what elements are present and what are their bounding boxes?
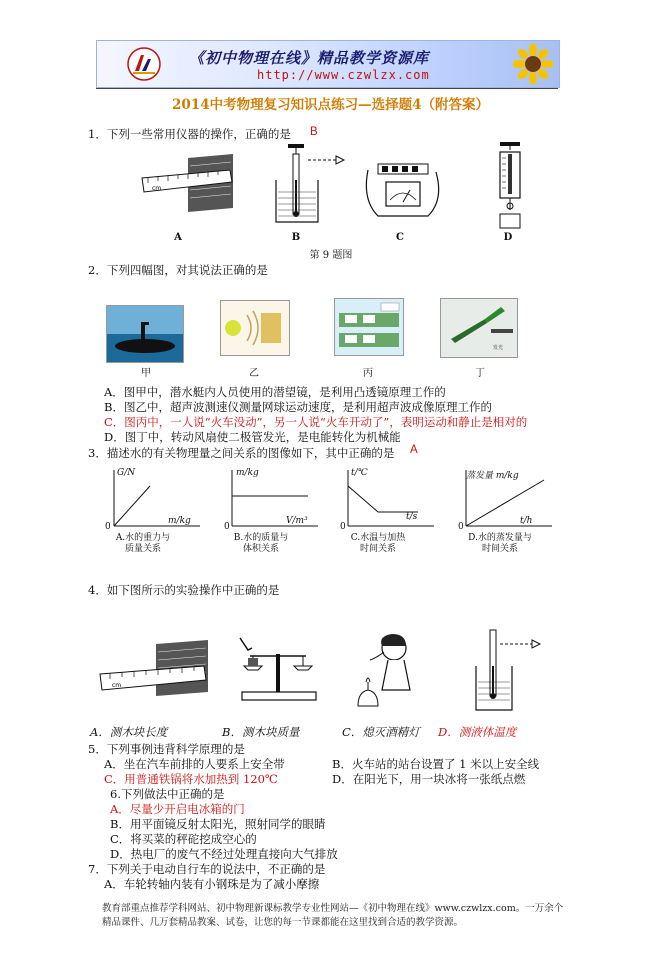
q3-graph-a-ylabel: G/N bbox=[117, 468, 136, 478]
question-1-answer: B bbox=[310, 126, 318, 138]
q3-graph-b-xlabel: V/m³ bbox=[286, 516, 308, 526]
question-3-text: 3．描述水的有关物理量之间关系的图像如下，其中正确的是 bbox=[88, 446, 395, 460]
q3-graph-c-caption-2: 时间关系 bbox=[359, 544, 396, 554]
q1-label-d: D bbox=[503, 232, 513, 243]
q5-option-d: D．在阳光下，用一块冰将一张纸点燃 bbox=[332, 772, 526, 786]
q2-option-a: A．图甲中，潜水艇内人员使用的潜望镜，是利用凸透镜原理工作的 bbox=[104, 385, 446, 399]
q2-photo-label-1: 甲 bbox=[141, 368, 151, 379]
q3-graph-b-caption-2: 体积关系 bbox=[242, 544, 279, 554]
question-4-text: 4．如下图所示的实验操作中正确的是 bbox=[88, 583, 280, 597]
question-3-answer: A bbox=[410, 444, 418, 456]
svg-text:cm: cm bbox=[152, 185, 162, 192]
q2-photo-label-4: 丁 bbox=[475, 368, 485, 379]
q3-graph-b-caption-1: B.水的质量与 bbox=[233, 533, 289, 543]
q1-ruler-block-figure bbox=[138, 148, 238, 228]
page-footer bbox=[102, 902, 572, 930]
q4-option-c: C．熄灭酒精灯 bbox=[342, 725, 420, 739]
q1-label-b: B bbox=[291, 232, 301, 243]
q3-graph-c-caption-1: C.水温与加热 bbox=[350, 533, 406, 543]
q2-photo-trains bbox=[334, 298, 404, 356]
q6-option-a: A．尽量少开启电冰箱的门 bbox=[110, 802, 245, 816]
svg-text:发光: 发光 bbox=[493, 345, 504, 351]
q4-option-a: A．测木块长度 bbox=[90, 725, 168, 739]
question-1 bbox=[88, 126, 291, 142]
q1-thermometer-beaker-figure bbox=[266, 140, 348, 230]
q3-graph-d-ylabel: 蒸发量 m/kg bbox=[466, 471, 519, 481]
question-7-text: 7．下列关于电动自行车的说法中，不正确的是 bbox=[88, 862, 326, 876]
q4-balance-figure bbox=[236, 634, 322, 704]
q4-thermometer-figure bbox=[470, 626, 550, 712]
site-logo-icon bbox=[127, 47, 161, 81]
q1-label-c: C bbox=[396, 232, 404, 243]
q5-option-a: A．坐在汽车前排的人要系上安全带 bbox=[104, 757, 285, 771]
q3-graph-d-caption-1: D.水的蒸发量与 bbox=[468, 533, 532, 543]
q2-option-d: D．图丁中，转动风扇使二极管发光，是电能转化为机械能 bbox=[104, 430, 401, 444]
question-6-text: 6.下列做法中正确的是 bbox=[110, 787, 225, 801]
footer-line-1: 教育部重点推荐学科网站、初中物理新课标教学专业性网站—《初中物理在线》www.czwlzx.com。一万余个 bbox=[102, 903, 564, 914]
q3-graph-d-xlabel: t/h bbox=[520, 516, 533, 526]
q3-graph-c-ylabel: t/℃ bbox=[351, 468, 368, 478]
q3-graph-a-xlabel: m/kg bbox=[168, 516, 191, 526]
svg-text:cm: cm bbox=[112, 682, 122, 689]
question-5-text: 5．下列事例违背科学原理的是 bbox=[88, 742, 245, 756]
q6-option-c: C．将买菜的秤砣挖成空心的 bbox=[110, 832, 257, 846]
q3-graph-b-ylabel: m/kg bbox=[236, 468, 259, 478]
q3-graph-a-caption-2: 质量关系 bbox=[124, 544, 161, 554]
q1-spring-scale-figure bbox=[490, 140, 530, 232]
q2-option-b: B．图乙中，超声波测速仪测量网球运动速度，是利用超声波成像原理工作的 bbox=[104, 400, 492, 414]
q1-ammeter-circuit-figure bbox=[358, 150, 448, 230]
q2-photo-ultrasonic bbox=[220, 300, 290, 356]
banner-url[interactable]: http://www.czwlzx.com bbox=[257, 68, 430, 82]
footer-line-2: 精品课件、几万套精品教案、试卷，让您的每一节课都能在这里找到合适的教学资源。 bbox=[102, 917, 464, 928]
q2-photo-fan-diode bbox=[440, 298, 518, 358]
header-rule bbox=[96, 88, 558, 89]
q4-option-b: B．测木块质量 bbox=[222, 725, 300, 739]
q5-option-c: C．用普通铁锅将水加热到 120℃ bbox=[104, 772, 278, 786]
question-1-text: 1．下列一些常用仪器的操作，正确的是 bbox=[88, 127, 291, 141]
q6-option-d: D．热电厂的废气不经过处理直接向大气排放 bbox=[110, 847, 338, 861]
q5-option-b: B．火车站的站台设置了 1 米以上安全线 bbox=[332, 757, 540, 771]
q3-graph-a-caption-1: A.水的重力与 bbox=[115, 533, 171, 543]
q4-option-d: D．测液体温度 bbox=[438, 725, 517, 739]
banner-title: 《初中物理在线》精品教学资源库 bbox=[189, 49, 430, 67]
q4-alcohol-lamp-figure bbox=[348, 630, 432, 712]
q3-graph-a-origin: 0 bbox=[105, 522, 111, 532]
sunflower-icon bbox=[513, 44, 553, 84]
q3-graph-c-xlabel: t/s bbox=[406, 512, 418, 522]
q2-photo-label-3: 丙 bbox=[363, 368, 373, 379]
question-2-text: 2．下列四幅图，对其说法正确的是 bbox=[88, 263, 268, 277]
q1-figure-caption: 第 9 题图 bbox=[309, 250, 353, 261]
q1-label-a: A bbox=[174, 232, 182, 243]
q6-option-b: B．用平面镜反射太阳光，照射同学的眼睛 bbox=[110, 817, 326, 831]
q3-graph-d-caption-2: 时间关系 bbox=[481, 544, 518, 554]
header-banner bbox=[96, 40, 560, 88]
q4-ruler-block-figure bbox=[96, 640, 212, 712]
q3-graph-c-origin: 0 bbox=[340, 522, 346, 532]
q2-photo-label-2: 乙 bbox=[249, 368, 259, 379]
q3-graph-b-origin: 0 bbox=[224, 522, 230, 532]
q7-option-a: A．车轮转轴内装有小钢珠是为了减小摩擦 bbox=[104, 877, 320, 891]
q2-option-c: C．图丙中，一人说“火车没动”，另一人说“火车开动了”，表明运动和静止是相对的 bbox=[104, 415, 528, 429]
document-title: 2014中考物理复习知识点练习—选择题4（附答案） bbox=[172, 97, 489, 113]
q3-graph-d-origin: 0 bbox=[458, 522, 464, 532]
q2-photo-submarine bbox=[106, 305, 184, 363]
